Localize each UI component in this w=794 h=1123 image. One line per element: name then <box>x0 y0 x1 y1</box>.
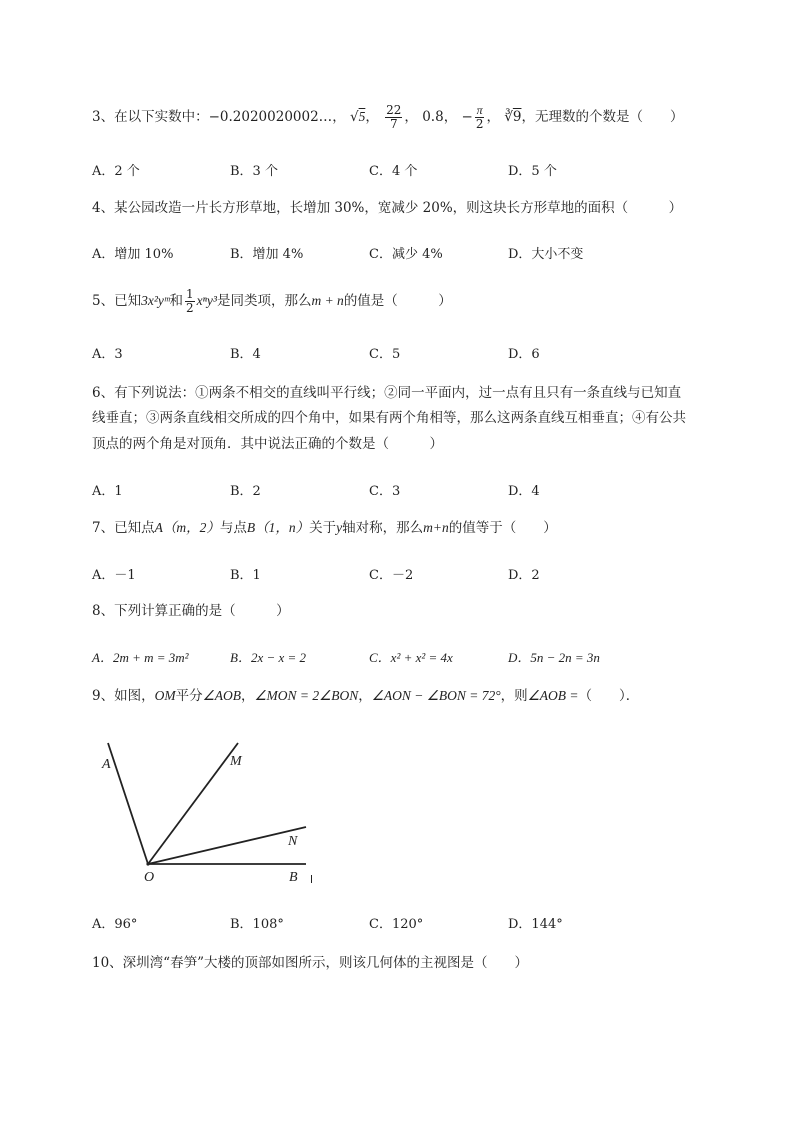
q7-expression: m+n <box>423 520 449 535</box>
radicand: 5 <box>358 109 366 124</box>
question-10: 10、深圳湾“春笋”大楼的顶部如图所示，则该几何体的主视图是（ ） <box>92 955 528 971</box>
q3-prefix: 3、在以下实数中： <box>92 109 209 125</box>
separator: ， <box>443 109 458 125</box>
label-m: M <box>230 754 242 769</box>
question-6-line-2: 线垂直；③两条直线相交所成的四个角中，如果有两个角相等，那么这两条直线互相垂直；④有公共 <box>92 410 686 426</box>
q9-condition-1: ∠AOB <box>202 688 241 703</box>
label-a: A <box>102 757 111 772</box>
question-4: 4、某公园改造一片长方形草地，长增加 30%，宽减少 20%，则这块长方形草地的面积（ ） <box>92 200 683 216</box>
numerator: 22 <box>386 103 402 117</box>
q7-option-a[interactable]: A．－1 <box>92 568 136 583</box>
vertex-dot <box>146 862 149 865</box>
q9-option-a[interactable]: A．96° <box>92 917 138 932</box>
q7-point-b: B（1，n） <box>246 520 310 535</box>
q9-ray-om: OM <box>154 688 176 703</box>
q9-text: 平分 <box>175 688 203 704</box>
q9-prefix: 9、如图， <box>92 688 155 704</box>
denominator: 2 <box>475 117 484 131</box>
q3-suffix: ，无理数的个数是（ ） <box>521 109 684 125</box>
question-6-line-3: 顶点的两个角是对顶角．其中说法正确的个数是（ ） <box>92 436 443 452</box>
q5-option-a[interactable]: A．3 <box>92 347 123 362</box>
q3-option-b[interactable]: B．3 个 <box>230 164 278 179</box>
q5-option-d[interactable]: D．6 <box>508 347 540 362</box>
q7-text: 与点 <box>219 520 247 536</box>
q5-option-c[interactable]: C．5 <box>369 347 401 362</box>
radical-sign: ∛ <box>504 109 513 125</box>
q4-option-a[interactable]: A．增加 10% <box>92 247 174 262</box>
q5-prefix: 5、已知 <box>92 293 142 309</box>
q3-number-1: −0.2020020002… <box>208 109 333 125</box>
numerator: π <box>476 103 483 117</box>
question-3 <box>92 104 683 131</box>
separator: ， <box>486 109 500 125</box>
q8-option-c[interactable]: C．x² + x² = 4x <box>369 650 453 665</box>
q6-option-a[interactable]: A．1 <box>92 484 123 499</box>
radical-sign: √ <box>349 109 359 125</box>
q9-ask: ∠AOB = <box>527 688 579 703</box>
q6-option-d[interactable]: D．4 <box>508 484 540 499</box>
q7-option-c[interactable]: C．－2 <box>369 568 414 583</box>
q7-text: 轴对称，那么 <box>342 520 424 536</box>
q9-option-c[interactable]: C．120° <box>369 917 424 932</box>
q3-repeating-decimal: 0.8 <box>422 109 444 125</box>
q8-option-b[interactable]: B．2x − x = 2 <box>230 650 307 665</box>
q9-option-d[interactable]: D．144° <box>508 917 563 932</box>
q9-angle-figure <box>90 735 330 895</box>
label-b: B <box>289 870 298 885</box>
separator: ， <box>404 109 418 125</box>
label-n: N <box>288 834 298 849</box>
q6-option-c[interactable]: C．3 <box>369 484 401 499</box>
minus-sign: − <box>461 109 473 125</box>
q5-option-b[interactable]: B．4 <box>230 347 261 362</box>
q5-term-1: 3x²yᵐ <box>141 293 170 308</box>
q3-fraction-22-7 <box>385 104 402 131</box>
separator: ， <box>365 109 379 125</box>
question-6-line-1: 6、有下列说法：①两条不相交的直线叫平行线；②同一平面内，过一点有且只有一条直线与已知直 <box>92 385 682 401</box>
separator: ， <box>332 109 346 125</box>
q3-option-c[interactable]: C．4 个 <box>369 164 418 179</box>
numerator: 1 <box>186 287 194 301</box>
question-8: 8、下列计算正确的是（ ） <box>92 603 290 619</box>
text-cursor <box>311 875 312 883</box>
q4-option-c[interactable]: C．减少 4% <box>369 247 443 262</box>
q7-text: 关于 <box>309 520 337 536</box>
q9-option-b[interactable]: B．108° <box>230 917 284 932</box>
q8-option-a[interactable]: A．2m + m = 3m² <box>92 650 189 665</box>
q5-middle: 是同类项，那么 <box>216 293 312 309</box>
radicand: 9 <box>512 109 522 125</box>
q4-option-b[interactable]: B．增加 4% <box>230 247 304 262</box>
q9-text: ，则 <box>500 688 528 704</box>
q6-option-b[interactable]: B．2 <box>230 484 261 499</box>
q8-option-d[interactable]: D．5n − 2n = 3n <box>508 650 600 665</box>
denominator: 7 <box>389 117 398 131</box>
q3-option-d[interactable]: D．5 个 <box>508 164 557 179</box>
q5-and: 和 <box>169 293 184 309</box>
question-9 <box>92 685 639 707</box>
q7-text: 的值等于（ ） <box>448 520 557 536</box>
label-o: O <box>144 870 155 885</box>
q3-fraction-pi-2 <box>475 104 485 131</box>
ray-oa <box>108 743 148 864</box>
q5-fraction <box>185 288 195 315</box>
separator: ， <box>358 688 372 704</box>
q9-condition-3: ∠AON − ∠BON = 72° <box>371 688 501 703</box>
q4-option-d[interactable]: D．大小不变 <box>508 247 584 262</box>
q5-term-2: xⁿy³ <box>196 293 217 308</box>
denominator: 2 <box>186 301 194 315</box>
q7-text: 7、已知点 <box>92 520 155 536</box>
q9-suffix: （ ）． <box>578 688 640 704</box>
q9-condition-2: ∠MON = 2∠BON <box>254 688 359 703</box>
q5-suffix: 的值是（ ） <box>343 293 452 309</box>
q7-option-d[interactable]: D．2 <box>508 568 540 583</box>
q3-sqrt5 <box>350 109 365 125</box>
question-5 <box>92 288 452 315</box>
q5-expression: m + n <box>311 293 344 308</box>
q7-option-b[interactable]: B．1 <box>230 568 261 583</box>
q3-cube-root <box>504 109 521 125</box>
q7-point-a: A（m，2） <box>154 520 220 535</box>
q3-option-a[interactable]: A．2 个 <box>92 164 140 179</box>
question-7 <box>92 517 557 539</box>
separator: ， <box>240 688 255 704</box>
q7-axis: y <box>336 520 343 535</box>
